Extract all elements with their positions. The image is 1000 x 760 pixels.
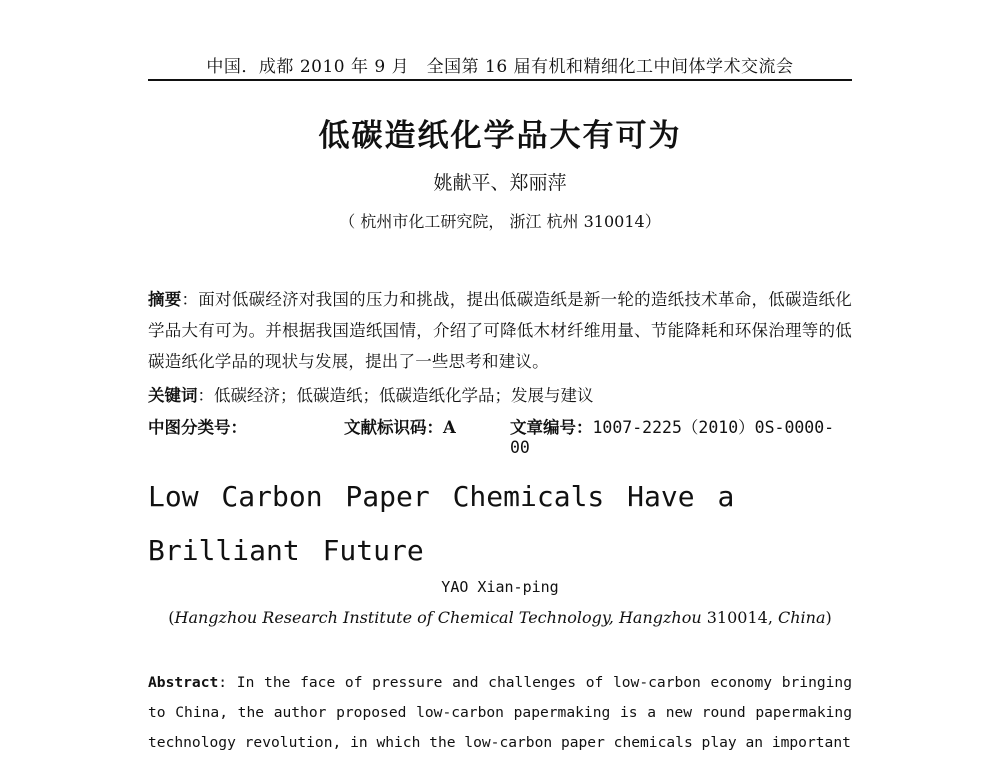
running-header: 中国．成都 2010 年 9 月 全国第 16 届有机和精细化工中间体学术交流会 [206,57,794,77]
english-affiliation-country: China [778,608,826,627]
english-abstract-separator: : [218,674,237,691]
article-number-label: 文章编号： [510,418,593,437]
chinese-keywords-label: 关键词 [148,386,198,405]
chinese-keywords-separator: ： [197,386,214,405]
clc-number-label: 中图分类号： [148,418,247,437]
article-number-value: 1007-2225（2010）0S-0000-00 [510,418,835,457]
document-code-label: 文献标识码： [344,418,443,437]
chinese-authors: 姚献平、郑丽萍 [433,172,567,194]
english-affiliation-open: ( [168,608,175,627]
english-affiliation-close: ) [825,608,832,627]
classification-row [148,414,852,457]
chinese-keywords [148,382,852,406]
english-abstract-text: In the face of pressure and challenges of low-carbon economy bringing to China, the author proposed low-carbon papermaking is a new round papermaking technology revolution, in which the low-carbon paper chemicals play an important [148,674,853,751]
chinese-abstract-separator: ： [181,290,199,309]
chinese-affiliation: （ 杭州市化工研究院， 浙江 杭州 310014） [339,212,661,231]
english-affiliation [150,608,850,627]
english-abstract [148,668,852,758]
english-author: YAO Xian-ping [441,578,559,596]
chinese-abstract [148,284,852,377]
document-code-value: A [443,418,456,437]
english-title: Low Carbon Paper Chemicals Have a Brilliant Future [148,480,735,567]
chinese-abstract-label: 摘要 [148,290,182,309]
document-code [344,414,456,438]
english-affiliation-postcode: 310014, [701,608,778,627]
article-number [510,414,852,457]
chinese-abstract-text: 面对低碳经济对我国的压力和挑战，提出低碳造纸是新一轮的造纸技术革命，低碳造纸化学品大有可为。并根据我国造纸国情，介绍了可降低木材纤维用量、节能降耗和环保治理等的低碳造纸化学品的现状与发展，提出了一些思考和建议。 [148,290,852,371]
header-rule [148,79,852,81]
chinese-title: 低碳造纸化学品大有可为 [318,118,682,154]
chinese-keywords-text: 低碳经济；低碳造纸；低碳造纸化学品；发展与建议 [214,386,594,405]
english-abstract-label: Abstract [148,674,219,691]
english-affiliation-institute: Hangzhou Research Institute of Chemical Technology, Hangzhou [174,608,702,627]
